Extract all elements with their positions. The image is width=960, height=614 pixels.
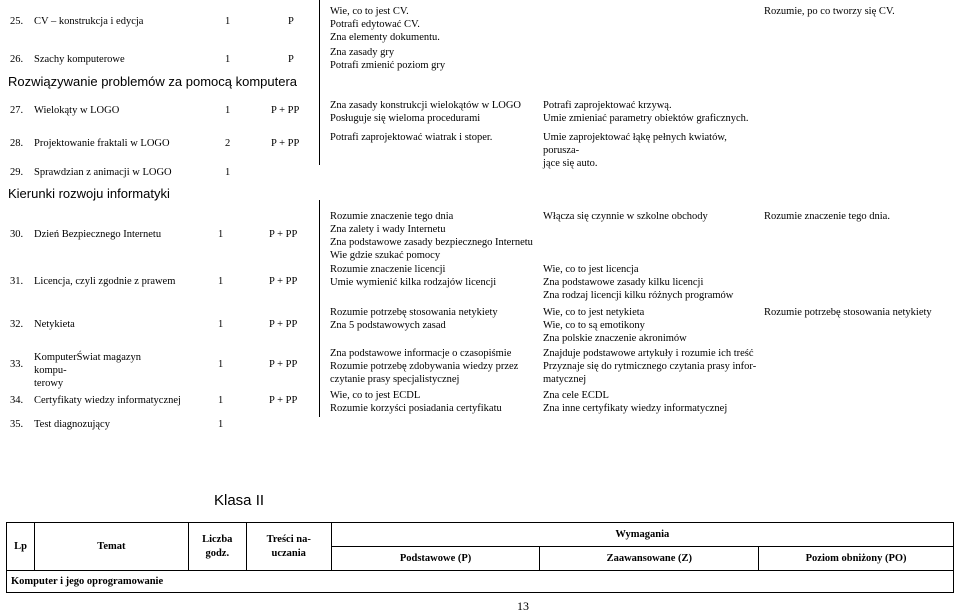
- row-29-hours: 1: [225, 167, 231, 178]
- requirements-table-header: [6, 522, 954, 593]
- row-33-number: 33.: [10, 359, 24, 370]
- row-27-adv: Potrafi zaprojektować krzywą. Umie zmieniać parametry obiektów graficznych.: [543, 100, 749, 125]
- row-32-hours: 1: [218, 319, 224, 330]
- row-25-hours: 1: [225, 16, 231, 27]
- row-27-hours: 1: [225, 105, 231, 116]
- row-34-topic: Certyfikaty wiedzy informatycznej: [34, 395, 181, 406]
- row-27-basic: Zna zasady konstrukcji wielokątów w LOGO Posługuje się wieloma procedurami: [330, 100, 521, 125]
- row-27-form: P + PP: [271, 105, 300, 116]
- row-30-adv: Włącza się czynnie w szkolne obchody: [543, 211, 708, 222]
- section-computer-software: Komputer i jego oprogramowanie: [7, 571, 954, 593]
- column-rule: [319, 200, 320, 417]
- header-tresci-nauczania: Treści na- uczania: [246, 523, 331, 571]
- row-33-form: P + PP: [269, 359, 298, 370]
- row-25-form: P: [288, 16, 294, 27]
- header-liczba-godz: Liczba godz.: [188, 523, 246, 571]
- row-31-hours: 1: [218, 276, 224, 287]
- row-28-number: 28.: [10, 138, 24, 149]
- row-32-topic: Netykieta: [34, 319, 75, 330]
- row-32-form: P + PP: [269, 319, 298, 330]
- row-30-topic: Dzień Bezpiecznego Internetu: [34, 229, 162, 240]
- row-28-adv: Umie zaprojektować łąkę pełnych kwiatów, porusza- jące się auto.: [543, 132, 727, 170]
- row-34-basic: Wie, co to jest ECDL Rozumie korzyści posiadania certyfikatu: [330, 390, 502, 415]
- column-rule: [319, 0, 320, 165]
- header-lp: Lp: [7, 523, 35, 571]
- row-28-form: P + PP: [271, 138, 300, 149]
- row-34-hours: 1: [218, 395, 224, 406]
- row-32-adv: Wie, co to jest netykieta Wie, co to są emotikony Zna polskie znaczenie akronimów: [543, 307, 687, 345]
- row-26-basic: Zna zasady gry Potrafi zmienić poziom gry: [330, 47, 446, 72]
- row-29-number: 29.: [10, 167, 24, 178]
- row-35-topic: Test diagnozujący: [34, 419, 110, 430]
- row-32-basic: Rozumie potrzebę stosowania netykiety Zna 5 podstawowych zasad: [330, 307, 498, 332]
- row-31-number: 31.: [10, 276, 24, 287]
- row-25-number: 25.: [10, 16, 24, 27]
- row-31-form: P + PP: [269, 276, 298, 287]
- row-25-topic: CV – konstrukcja i edycja: [34, 16, 144, 27]
- row-30-basic: Rozumie znaczenie tego dnia Zna zalety i wady Internetu Zna podstawowe zasady bezpiecznego Internetu Wie gdzie szukać pomocy: [330, 211, 533, 262]
- row-34-adv: Zna cele ECDL Zna inne certyfikaty wiedzy informatycznej: [543, 390, 728, 415]
- row-33-basic: Zna podstawowe informacje o czasopiśmie Rozumie potrzebę zdobywania wiedzy przez czytanie prasy specjalistycznej: [330, 348, 519, 386]
- row-25-low: Rozumie, po co tworzy się CV.: [764, 6, 895, 17]
- row-30-hours: 1: [218, 229, 224, 240]
- row-26-form: P: [288, 54, 294, 65]
- header-temat: Temat: [34, 523, 188, 571]
- row-35-hours: 1: [218, 419, 224, 430]
- row-35-number: 35.: [10, 419, 24, 430]
- class-title: Klasa II: [214, 492, 265, 509]
- row-33-hours: 1: [218, 359, 224, 370]
- section-heading-development: Kierunki rozwoju informatyki: [8, 186, 170, 201]
- row-27-topic: Wielokąty w LOGO: [34, 105, 120, 116]
- row-31-basic: Rozumie znaczenie licencji Umie wymienić kilka rodzajów licencji: [330, 264, 497, 289]
- row-28-topic: Projektowanie fraktali w LOGO: [34, 138, 170, 149]
- page-number: 13: [517, 599, 529, 613]
- row-30-low: Rozumie znaczenie tego dnia.: [764, 211, 890, 222]
- row-31-adv: Wie, co to jest licencja Zna podstawowe zasady kilku licencji Zna rodzaj licencji kilku różnych programów: [543, 264, 734, 302]
- row-32-number: 32.: [10, 319, 24, 330]
- row-33-adv: Znajduje podstawowe artykuły i rozumie ich treść Przyznaje się do rytmicznego czytania prasy infor- matycznej: [543, 348, 757, 386]
- row-30-number: 30.: [10, 229, 24, 240]
- row-27-number: 27.: [10, 105, 24, 116]
- header-zaawansowane: Zaawansowane (Z): [540, 547, 759, 571]
- row-34-form: P + PP: [269, 395, 298, 406]
- row-26-topic: Szachy komputerowe: [34, 54, 125, 65]
- header-poziom-obnizony: Poziom obniżony (PO): [759, 547, 954, 571]
- row-26-number: 26.: [10, 54, 24, 65]
- row-33-topic: KomputerŚwiat magazyn kompu- terowy: [34, 352, 142, 390]
- section-heading-problem-solving: Rozwiązywanie problemów za pomocą komputera: [8, 74, 298, 89]
- row-29-topic: Sprawdzian z animacji w LOGO: [34, 167, 172, 178]
- row-28-hours: 2: [225, 138, 231, 149]
- row-25-basic: Wie, co to jest CV. Potrafi edytować CV. Zna elementy dokumentu.: [330, 6, 440, 44]
- header-podstawowe: Podstawowe (P): [331, 547, 540, 571]
- row-26-hours: 1: [225, 54, 231, 65]
- row-32-low: Rozumie potrzebę stosowania netykiety: [764, 307, 932, 318]
- header-wymagania: Wymagania: [331, 523, 953, 547]
- row-34-number: 34.: [10, 395, 24, 406]
- row-28-basic: Potrafi zaprojektować wiatrak i stoper.: [330, 132, 493, 143]
- row-31-topic: Licencja, czyli zgodnie z prawem: [34, 276, 176, 287]
- row-30-form: P + PP: [269, 229, 298, 240]
